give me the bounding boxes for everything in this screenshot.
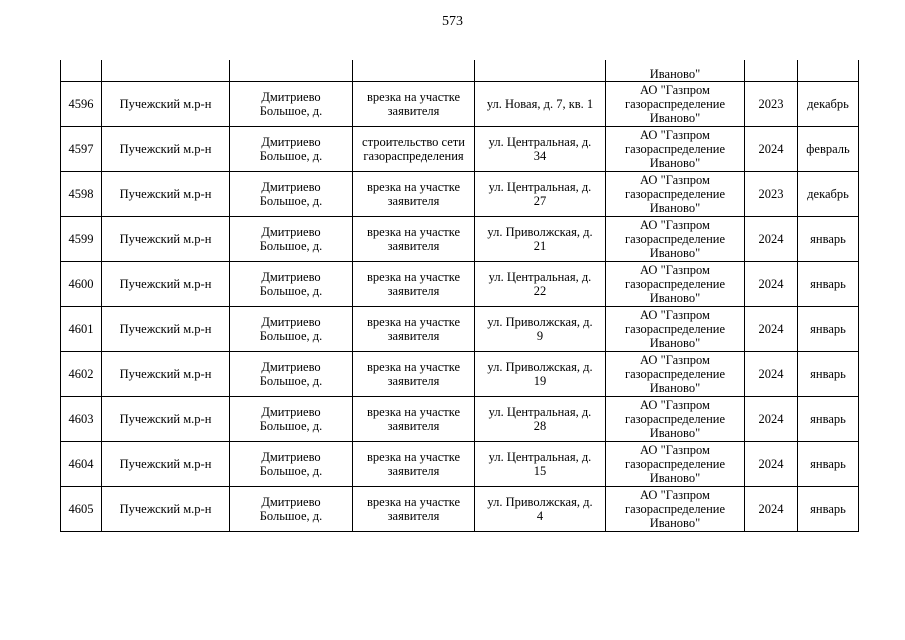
cell-district: Пучежский м.р-н — [102, 307, 230, 352]
cell-year: 2024 — [745, 262, 798, 307]
cell-year: 2024 — [745, 487, 798, 532]
cell-district: Пучежский м.р-н — [102, 487, 230, 532]
cell-district: Пучежский м.р-н — [102, 397, 230, 442]
cell-month: январь — [798, 487, 859, 532]
cell-locality: Дмитриево Большое, д. — [230, 82, 353, 127]
cell-year: 2024 — [745, 127, 798, 172]
cell-month: январь — [798, 442, 859, 487]
cell-locality — [230, 60, 353, 82]
cell-month: декабрь — [798, 172, 859, 217]
registry-table — [60, 60, 859, 532]
cell-locality: Дмитриево Большое, д. — [230, 127, 353, 172]
table-row — [61, 397, 859, 442]
cell-org: АО "Газпром газораспределение Иваново" — [606, 262, 745, 307]
cell-work: врезка на участке заявителя — [353, 172, 475, 217]
table-row — [61, 442, 859, 487]
cell-num: 4604 — [61, 442, 102, 487]
table-row — [61, 127, 859, 172]
cell-num: 4603 — [61, 397, 102, 442]
table-body — [61, 60, 859, 532]
cell-num: 4597 — [61, 127, 102, 172]
table-row — [61, 262, 859, 307]
cell-org: Иваново" — [606, 60, 745, 82]
cell-year: 2023 — [745, 172, 798, 217]
cell-work: врезка на участке заявителя — [353, 397, 475, 442]
cell-district: Пучежский м.р-н — [102, 262, 230, 307]
cell-work: врезка на участке заявителя — [353, 217, 475, 262]
cell-month: январь — [798, 307, 859, 352]
cell-work: врезка на участке заявителя — [353, 442, 475, 487]
cell-year: 2024 — [745, 352, 798, 397]
cell-address: ул. Центральная, д. 15 — [475, 442, 606, 487]
cell-num: 4599 — [61, 217, 102, 262]
cell-work: врезка на участке заявителя — [353, 262, 475, 307]
cell-address: ул. Приволжская, д. 9 — [475, 307, 606, 352]
cell-num: 4601 — [61, 307, 102, 352]
cell-year: 2024 — [745, 217, 798, 262]
cell-org: АО "Газпром газораспределение Иваново" — [606, 487, 745, 532]
cell-org: АО "Газпром газораспределение Иваново" — [606, 307, 745, 352]
cell-district: Пучежский м.р-н — [102, 217, 230, 262]
cell-org: АО "Газпром газораспределение Иваново" — [606, 397, 745, 442]
cell-work: врезка на участке заявителя — [353, 352, 475, 397]
table-row — [61, 172, 859, 217]
cell-locality: Дмитриево Большое, д. — [230, 442, 353, 487]
cell-locality: Дмитриево Большое, д. — [230, 487, 353, 532]
cell-address: ул. Центральная, д. 22 — [475, 262, 606, 307]
cell-month: январь — [798, 352, 859, 397]
cell-locality: Дмитриево Большое, д. — [230, 262, 353, 307]
cell-address: ул. Центральная, д. 34 — [475, 127, 606, 172]
cell-district — [102, 60, 230, 82]
cell-work: строительство сети газораспределения — [353, 127, 475, 172]
cell-address: ул. Новая, д. 7, кв. 1 — [475, 82, 606, 127]
cell-address — [475, 60, 606, 82]
cell-locality: Дмитриево Большое, д. — [230, 217, 353, 262]
cell-org: АО "Газпром газораспределение Иваново" — [606, 172, 745, 217]
cell-month — [798, 60, 859, 82]
cell-year — [745, 60, 798, 82]
cell-locality: Дмитриево Большое, д. — [230, 397, 353, 442]
cell-district: Пучежский м.р-н — [102, 82, 230, 127]
cell-org: АО "Газпром газораспределение Иваново" — [606, 352, 745, 397]
table-row — [61, 487, 859, 532]
cell-month: февраль — [798, 127, 859, 172]
cell-locality: Дмитриево Большое, д. — [230, 352, 353, 397]
cell-locality: Дмитриево Большое, д. — [230, 172, 353, 217]
cell-locality: Дмитриево Большое, д. — [230, 307, 353, 352]
cell-num — [61, 60, 102, 82]
cell-district: Пучежский м.р-н — [102, 172, 230, 217]
table-row — [61, 217, 859, 262]
cell-work: врезка на участке заявителя — [353, 487, 475, 532]
cell-district: Пучежский м.р-н — [102, 352, 230, 397]
cell-org: АО "Газпром газораспределение Иваново" — [606, 442, 745, 487]
cell-district: Пучежский м.р-н — [102, 442, 230, 487]
table-row — [61, 82, 859, 127]
cell-num: 4596 — [61, 82, 102, 127]
cell-year: 2024 — [745, 442, 798, 487]
cell-address: ул. Центральная, д. 28 — [475, 397, 606, 442]
cell-work: врезка на участке заявителя — [353, 82, 475, 127]
page-number: 573 — [442, 14, 463, 29]
table-row — [61, 307, 859, 352]
cell-month: январь — [798, 262, 859, 307]
cell-year: 2024 — [745, 307, 798, 352]
cell-address: ул. Приволжская, д. 4 — [475, 487, 606, 532]
cell-address: ул. Приволжская, д. 21 — [475, 217, 606, 262]
cell-work — [353, 60, 475, 82]
cell-address: ул. Приволжская, д. 19 — [475, 352, 606, 397]
cell-num: 4602 — [61, 352, 102, 397]
cell-num: 4600 — [61, 262, 102, 307]
cell-month: январь — [798, 397, 859, 442]
cell-org: АО "Газпром газораспределение Иваново" — [606, 217, 745, 262]
cell-work: врезка на участке заявителя — [353, 307, 475, 352]
table-row — [61, 352, 859, 397]
continuation-row — [61, 60, 859, 82]
cell-month: январь — [798, 217, 859, 262]
cell-org: АО "Газпром газораспределение Иваново" — [606, 127, 745, 172]
cell-address: ул. Центральная, д. 27 — [475, 172, 606, 217]
cell-month: декабрь — [798, 82, 859, 127]
cell-org: АО "Газпром газораспределение Иваново" — [606, 82, 745, 127]
cell-year: 2023 — [745, 82, 798, 127]
cell-num: 4605 — [61, 487, 102, 532]
cell-num: 4598 — [61, 172, 102, 217]
cell-district: Пучежский м.р-н — [102, 127, 230, 172]
cell-year: 2024 — [745, 397, 798, 442]
